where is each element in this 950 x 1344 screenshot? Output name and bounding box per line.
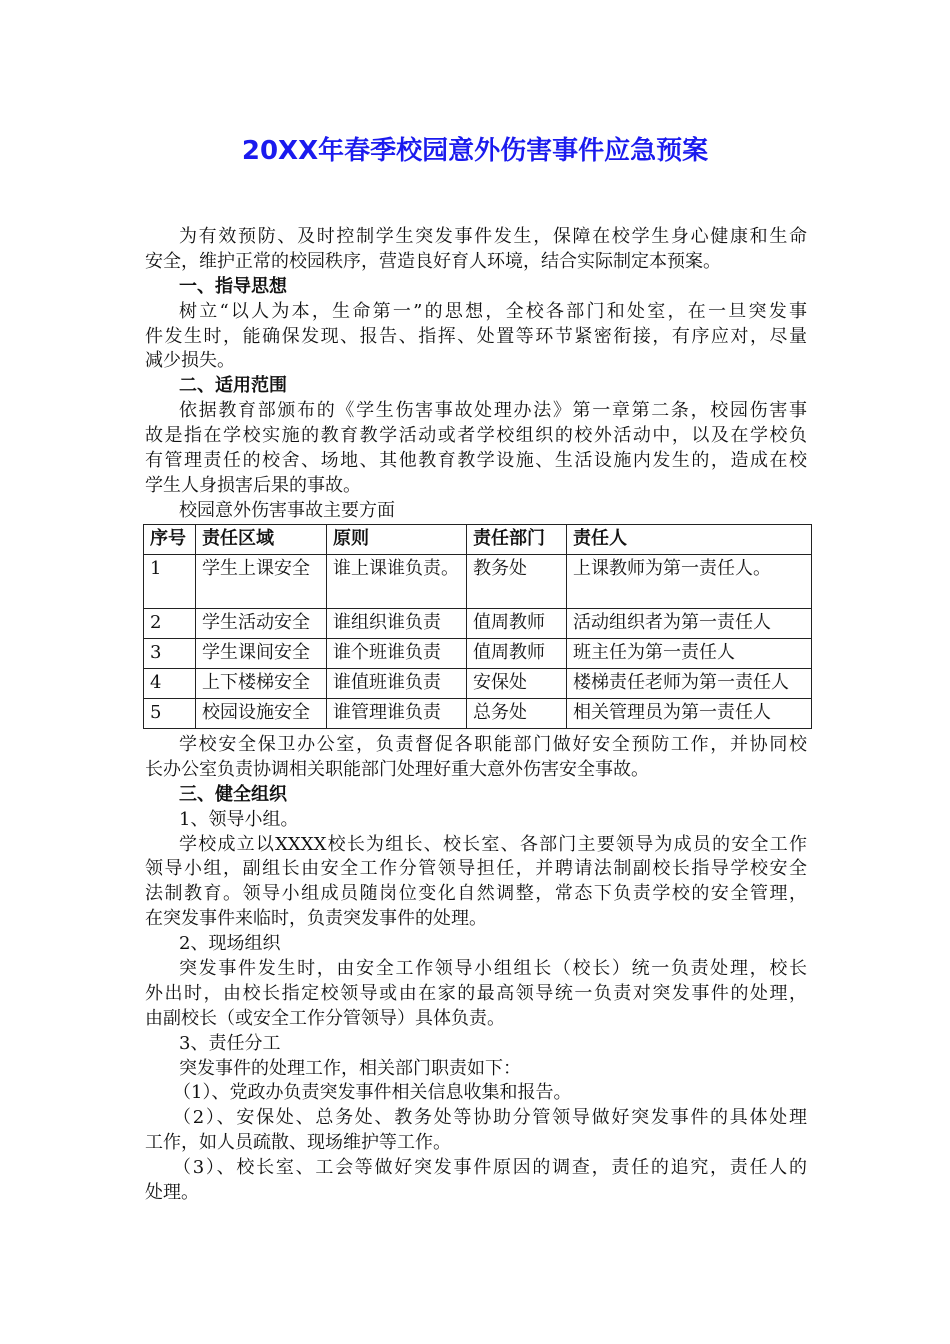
column-header: 原则 bbox=[327, 525, 467, 555]
text-line: 减少损失。 bbox=[145, 350, 235, 372]
table-cell: 上下楼梯安全 bbox=[196, 669, 327, 699]
text-line: 为有效预防、及时控制学生突发事件发生，保障在校学生身心健康和生命 bbox=[179, 226, 807, 247]
table-row bbox=[144, 669, 812, 699]
table-cell: 谁上课谁负责。 bbox=[327, 555, 467, 609]
text-line: 故是指在学校实施的教育教学活动或者学校组织的校外活动中，以及在学校负 bbox=[145, 425, 807, 447]
text-line: 外出时，由校长指定校领导或由在家的最高领导统一负责对突发事件的处理， bbox=[145, 982, 807, 1004]
table-cell: 楼梯责任老师为第一责任人 bbox=[567, 669, 812, 699]
table-cell: 上课教师为第一责任人。 bbox=[567, 555, 812, 609]
text-line: 3、责任分工 bbox=[179, 1032, 281, 1054]
table-row bbox=[144, 555, 812, 609]
column-header: 序号 bbox=[144, 525, 196, 555]
text-line: 突发事件的处理工作，相关部门职责如下： bbox=[179, 1057, 521, 1079]
table-cell: 学生上课安全 bbox=[196, 555, 327, 609]
text-line: 学校安全保卫办公室，负责督促各职能部门做好安全预防工作，并协同校 bbox=[179, 734, 807, 755]
table-row bbox=[144, 699, 812, 729]
document-title: 20XX年春季校园意外伤害事件应急预案 bbox=[241, 136, 709, 166]
table-cell: 学生活动安全 bbox=[196, 609, 327, 639]
table-cell: 校园设施安全 bbox=[196, 699, 327, 729]
text-line: 处理。 bbox=[145, 1182, 199, 1204]
text-line: 法制教育。领导小组成员随岗位变化自然调整，常态下负责学校的安全管理， bbox=[145, 883, 807, 905]
table-header-row bbox=[144, 525, 812, 555]
text-line: 在突发事件来临时，负责突发事件的处理。 bbox=[145, 908, 487, 930]
text-line: （1）、党政办负责突发事件相关信息收集和报告。 bbox=[173, 1082, 572, 1104]
text-line: （2）、安保处、总务处、教务处等协助分管领导做好突发事件的具体处理 bbox=[173, 1107, 807, 1129]
table-cell: 班主任为第一责任人 bbox=[567, 639, 812, 669]
table-cell: 谁个班谁负责 bbox=[327, 639, 467, 669]
table-cell: 学生课间安全 bbox=[196, 639, 327, 669]
text-line: 依据教育部颁布的《学生伤害事故处理办法》第一章第二条，校园伤害事 bbox=[179, 400, 807, 422]
table-cell: 教务处 bbox=[467, 555, 567, 609]
table-cell: 2 bbox=[144, 609, 196, 639]
text-line: 树立“以人为本，生命第一”的思想，全校各部门和处室，在一旦突发事 bbox=[179, 300, 807, 322]
column-header: 责任区域 bbox=[196, 525, 327, 555]
table-row bbox=[144, 609, 812, 639]
text-line: 突发事件发生时，由安全工作领导小组组长（校长）统一负责处理，校长 bbox=[179, 958, 807, 980]
text-line: 安全，维护正常的校园秩序，营造良好育人环境，结合实际制定本预案。 bbox=[145, 250, 721, 272]
column-header: 责任部门 bbox=[467, 525, 567, 555]
text-line: （3）、校长室、工会等做好突发事件原因的调查，责任的追究，责任人的 bbox=[173, 1157, 807, 1179]
responsibility-table bbox=[143, 524, 812, 729]
table-cell: 4 bbox=[144, 669, 196, 699]
table-cell: 总务处 bbox=[467, 699, 567, 729]
table-cell: 活动组织者为第一责任人 bbox=[567, 609, 812, 639]
text-line: 学生人身损害后果的事故。 bbox=[145, 474, 361, 496]
table-cell: 值周教师 bbox=[467, 609, 567, 639]
text-line: 领导小组，副组长由安全工作分管领导担任，并聘请法制副校长指导学校安全 bbox=[145, 858, 807, 880]
table-cell: 安保处 bbox=[467, 669, 567, 699]
text-line: 件发生时，能确保发现、报告、指挥、处置等环节紧密衔接，有序应对，尽量 bbox=[145, 325, 807, 347]
text-line: 工作，如人员疏散、现场维护等工作。 bbox=[145, 1132, 451, 1154]
column-header: 责任人 bbox=[567, 525, 812, 555]
table-row bbox=[144, 639, 812, 669]
text-line: 有管理责任的校舍、场地、其他教育教学设施、生活设施内发生的，造成在校 bbox=[145, 450, 807, 472]
intro-section bbox=[145, 225, 807, 524]
table-cell: 1 bbox=[144, 555, 196, 609]
table-cell: 谁值班谁负责 bbox=[327, 669, 467, 699]
section-heading: 二、适用范围 bbox=[179, 375, 287, 397]
table-cell: 相关管理员为第一责任人 bbox=[567, 699, 812, 729]
table-cell: 谁组织谁负责 bbox=[327, 609, 467, 639]
section-heading: 一、指导思想 bbox=[179, 275, 287, 297]
organization-section bbox=[145, 733, 807, 1206]
text-line: 学校成立以XXXX校长为组长、校长室、各部门主要领导为成员的安全工作 bbox=[179, 833, 807, 855]
text-line: 由副校长（或安全工作分管领导）具体负责。 bbox=[145, 1007, 505, 1029]
text-line: 长办公室负责协调相关职能部门处理好重大意外伤害安全事故。 bbox=[145, 758, 649, 780]
text-line: 2、现场组织 bbox=[179, 933, 281, 955]
table-cell: 5 bbox=[144, 699, 196, 729]
table-cell: 3 bbox=[144, 639, 196, 669]
text-line: 1、领导小组。 bbox=[179, 808, 299, 830]
table-cell: 值周教师 bbox=[467, 639, 567, 669]
section-heading: 三、健全组织 bbox=[179, 783, 287, 805]
table-cell: 谁管理谁负责 bbox=[327, 699, 467, 729]
text-line: 校园意外伤害事故主要方面 bbox=[179, 499, 395, 521]
